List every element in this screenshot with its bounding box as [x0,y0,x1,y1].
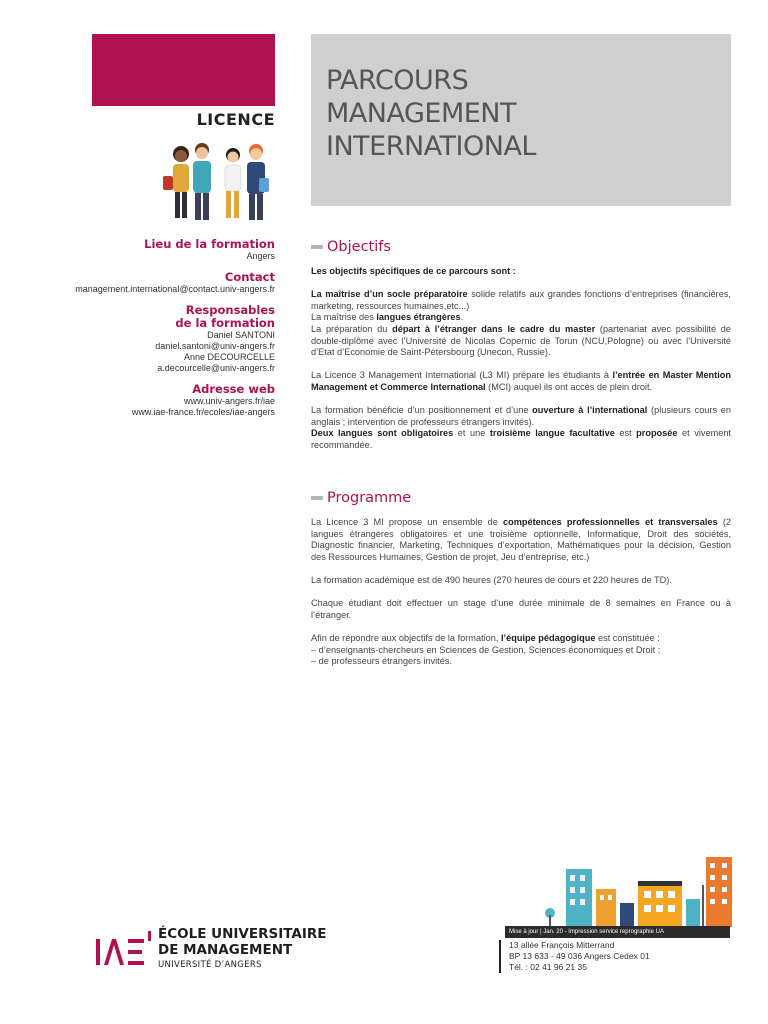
list-dash: – [311,656,317,667]
sidebar-info [40,238,275,427]
objectifs-para-3 [311,405,731,451]
responsable-2-name: Anne DECOURCELLE [183,352,275,362]
web-link-2[interactable]: www.iae-france.fr/ecoles/iae-angers [131,407,275,417]
text: (plusieurs cours en anglais ; intervention de professeurs étrangers invités). [311,405,731,427]
text: La Licence 3 MI propose un ensemble de [311,517,503,527]
web-label: Adresse web [192,382,275,396]
contact-label: Contact [224,270,275,284]
objectifs-para-1 [311,289,731,359]
text-bold: Deux langues sont obligatoires [311,428,454,439]
address-block [499,940,650,973]
list-item: d’enseignants-chercheurs en Sciences de Gestion, Sciences économiques et Droit ; [316,644,661,655]
text: (partenariat avec possibilité de double-diplôme avec l’Université de Nicolas Copernic de Torun (NCU,Pologne) ou avec l’Université d’Etat d’Economie de Saint-Pétersbourg (Unecon, Russie). [311,323,732,358]
heading-dash [311,245,323,249]
text-bold: départ à l’étranger dans le cadre du master [392,323,596,334]
address-line-3: Tél. : 02 41 96 21 35 [509,962,587,972]
update-note-bar: Mise à jour | Jan. 20 - Impression service reprographie UA [505,926,730,938]
iae-logo [92,926,326,986]
text-bold: langues étrangères [376,312,461,323]
responsable-1-name: Daniel SANTONI [207,330,275,340]
programme-para-1 [311,517,731,563]
students-illustration [155,138,275,224]
programme-para-3: Chaque étudiant doit effectuer un stage d’une durée minimale de 8 semaines en France ou à l’étranger. [311,598,731,620]
address-line-1: 13 allée François Mitterrand [509,940,615,950]
text-bold: troisième langue facultative [489,428,615,439]
address-line-2: BP 13 633 - 49 036 Angers Cedex 01 [509,951,650,961]
title-line-1: PARCOURS [326,65,469,96]
heading-dash [311,496,323,500]
text-bold: ouverture à l’international [532,405,648,416]
text: est [614,428,637,439]
programme-para-2: La formation académique est de 490 heures (270 heures de cours et 220 heures de TD). [311,574,672,585]
objectifs-intro [311,266,731,278]
title-line-2: MANAGEMENT [326,98,516,129]
header-accent-block [92,34,275,106]
responsable-1-email[interactable]: daniel.santoni@univ-angers.fr [155,341,275,351]
text: La Licence 3 Management International (L3 MI) prépare les étudiants à [311,370,613,381]
text: (2 langues étrangères obligatoires et une troisième optionnelle, Informatique, Droit des sociétés, Diagnostic financier, Marketing, Techniques d’exportation, Mathématiques pour la décision, Gestion des Ressources Humaines, Gestion de projet, Jeu d’entreprise, etc.) [311,517,731,562]
text-bold: l’équipe pédagogique [501,632,596,643]
programme-heading [311,490,411,506]
text-bold: compétences professionnelles et transversales [503,517,718,527]
programme-para-4 [311,633,731,668]
text: et vivement recommandée. [311,428,731,450]
objectifs-body [311,266,731,463]
text: La préparation du [311,323,393,334]
objectifs-para-2 [311,370,731,393]
programme-title: Programme [327,490,412,506]
title-line-3: INTERNATIONAL [326,131,536,162]
logo-line-1: ÉCOLE UNIVERSITAIRE [158,926,327,942]
objectifs-title: Objectifs [327,239,391,255]
logo-subtitle: UNIVERSITÉ D’ANGERS [158,960,262,970]
web-link-1[interactable]: www.univ-angers.fr/iae [183,396,275,406]
text: (MCI) auquel ils ont accès de plein droit. [485,381,653,392]
responsables-label-1: Responsables [185,303,275,317]
objectifs-intro-text: Les objectifs spécifiques de ce parcours sont : [311,266,516,276]
text-bold: l’entrée en Master Mention Management et Commerce International [311,370,732,392]
logo-line-2: DE MANAGEMENT [158,942,293,958]
responsables-label-2: de la formation [175,316,275,330]
iae-logo-mark-icon [92,931,154,971]
text: solide relatifs aux grandes fonctions d’entreprises (financières, marketing, ressources humaines,etc...) [311,289,731,311]
text: La formation bénéficie d’un positionnement et d’une [311,405,533,416]
program-type-label: LICENCE [196,110,275,129]
city-skyline-illustration [540,855,732,927]
contact-group [40,271,275,295]
text-bold: proposée [636,428,678,439]
responsable-2-email[interactable]: a.decourcelle@univ-angers.fr [157,363,275,373]
text: La maîtrise des [311,312,377,323]
text: Afin de répondre aux objectifs de la formation, [311,632,501,643]
objectifs-heading [311,239,391,255]
text: . [460,312,464,323]
lieu-label: Lieu de la formation [144,237,275,251]
logo-text [158,926,326,972]
lieu-value: Angers [246,251,275,261]
responsables-group [40,304,275,374]
text: est constituée : [595,632,660,643]
lieu-group [40,238,275,262]
list-item: de professeurs étrangers invités. [316,656,452,667]
web-group [40,383,275,418]
title-box [311,34,731,206]
contact-email[interactable]: management.international@contact.univ-angers.fr [75,284,275,294]
text-bold: La maîtrise d’un socle préparatoire [311,289,468,300]
programme-body [311,517,731,679]
text: et une [453,428,490,439]
list-dash: – [311,644,317,655]
